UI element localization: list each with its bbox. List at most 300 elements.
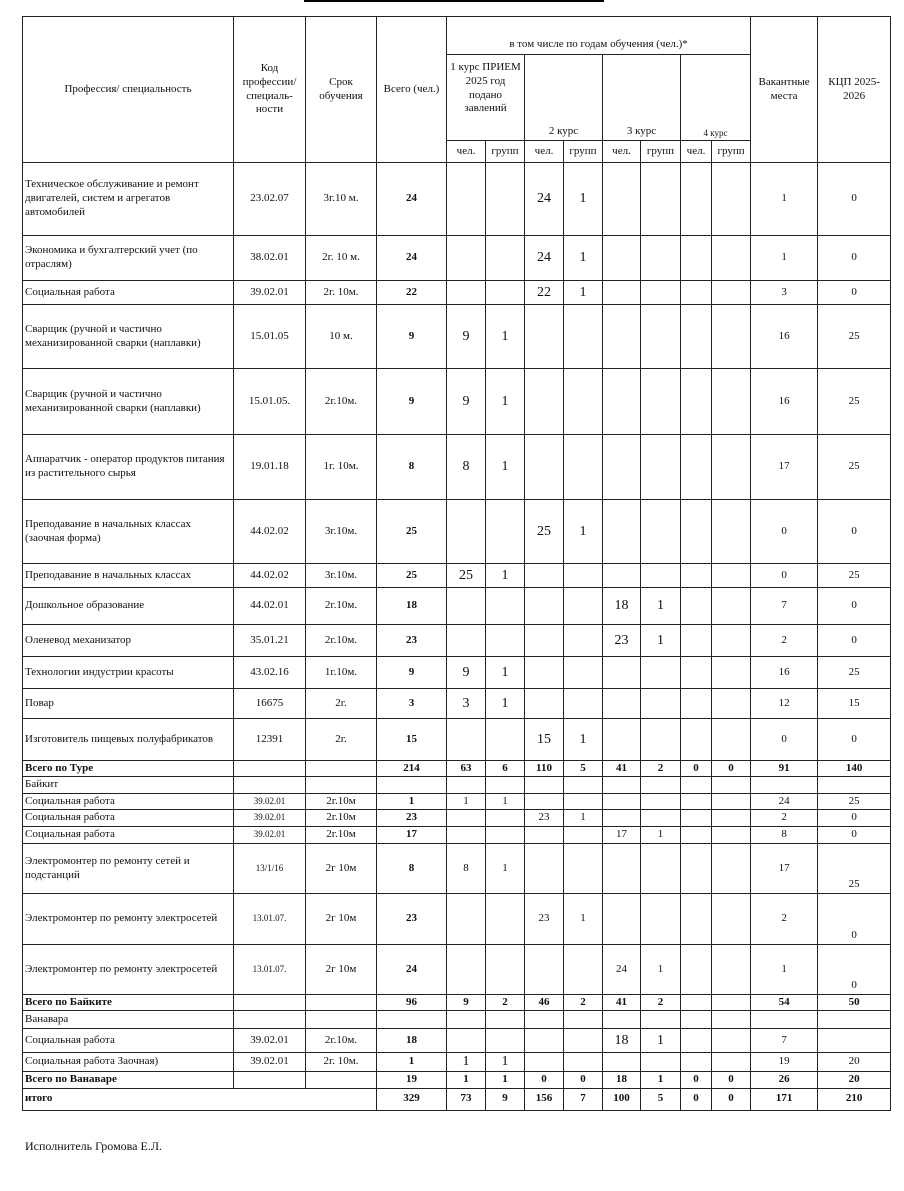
- course-cell-c3g: [641, 500, 681, 564]
- course-cell-c1p: [447, 945, 486, 995]
- total-cell: 19: [377, 1071, 447, 1088]
- course-cell-c4g: [712, 564, 751, 588]
- course-cell-c4g: [712, 588, 751, 625]
- course-cell-c4p: [681, 810, 712, 827]
- course-cell-c1p: [447, 163, 486, 236]
- course-cell-c2g: 1: [564, 163, 603, 236]
- enrollment-table: [22, 16, 891, 1111]
- total-cell: 25: [377, 564, 447, 588]
- profession-name: Повар: [23, 689, 234, 719]
- course-cell-c1g: 2: [486, 995, 525, 1011]
- course-cell-c1g: [486, 500, 525, 564]
- course-cell-c3p: 100: [603, 1088, 641, 1110]
- header-term: Срок обучения: [306, 17, 377, 163]
- course-cell-c2g: [564, 305, 603, 369]
- course-cell-c3p: [603, 236, 641, 281]
- course-cell-c4g: 0: [712, 1088, 751, 1110]
- course-cell-c2g: 1: [564, 281, 603, 305]
- vacant-cell: 1: [751, 163, 818, 236]
- empty-cell: [818, 1011, 891, 1029]
- term-cell: [306, 1071, 377, 1088]
- course-cell-c1g: [486, 588, 525, 625]
- empty-cell: [681, 777, 712, 794]
- vacant-cell: 19: [751, 1053, 818, 1072]
- course-cell-c4g: [712, 1053, 751, 1072]
- vacant-cell: 7: [751, 588, 818, 625]
- profession-name: Преподавание в начальных классах: [23, 564, 234, 588]
- course-cell-c4p: [681, 236, 712, 281]
- kcp-cell: 140: [818, 761, 891, 777]
- kcp-cell: 50: [818, 995, 891, 1011]
- kcp-cell: 20: [818, 1053, 891, 1072]
- course-cell-c3g: [641, 305, 681, 369]
- course-cell-c1g: [486, 894, 525, 945]
- vacant-cell: 91: [751, 761, 818, 777]
- course-cell-c2p: [525, 794, 564, 810]
- course-cell-c1g: 1: [486, 1053, 525, 1072]
- course-cell-c4g: [712, 625, 751, 657]
- kcp-cell: 0: [818, 719, 891, 761]
- empty-cell: [486, 777, 525, 794]
- profession-code: 43.02.16: [234, 657, 306, 689]
- header-profession: Профессия/ специальность: [23, 17, 234, 163]
- study-term: 2г.10м.: [306, 1029, 377, 1053]
- course-cell-c1g: [486, 719, 525, 761]
- course-cell-c3g: [641, 369, 681, 435]
- course-cell-c4g: [712, 163, 751, 236]
- course-cell-c1p: [447, 810, 486, 827]
- empty-cell: [234, 1011, 306, 1029]
- empty-cell: [564, 777, 603, 794]
- course-cell-c2g: 1: [564, 894, 603, 945]
- table-row: [23, 500, 891, 564]
- vacant-cell: 171: [751, 1088, 818, 1110]
- vacant-cell: 17: [751, 435, 818, 500]
- course-cell-c4p: [681, 719, 712, 761]
- course-cell-c4g: [712, 995, 751, 1011]
- total-cell: 9: [377, 657, 447, 689]
- kcp-cell: 25: [818, 564, 891, 588]
- vacant-cell: 1: [751, 945, 818, 995]
- profession-name: Электромонтер по ремонту электросетей: [23, 894, 234, 945]
- course-cell-c4p: [681, 305, 712, 369]
- course-cell-c2g: 7: [564, 1088, 603, 1110]
- table-row: [23, 1053, 891, 1072]
- empty-cell: [377, 1011, 447, 1029]
- course-cell-c3g: [641, 1053, 681, 1072]
- kcp-cell: 0: [818, 945, 891, 995]
- table-row: [23, 588, 891, 625]
- course-cell-c3p: [603, 1053, 641, 1072]
- course-cell-c3g: [641, 719, 681, 761]
- course-cell-c2p: 24: [525, 163, 564, 236]
- course-cell-c4p: [681, 435, 712, 500]
- table-row: [23, 657, 891, 689]
- course-cell-c4g: [712, 369, 751, 435]
- empty-cell: [818, 777, 891, 794]
- course-cell-c1g: 1: [486, 305, 525, 369]
- course-cell-c2p: [525, 1029, 564, 1053]
- course-cell-c2g: [564, 564, 603, 588]
- course-cell-c4g: [712, 945, 751, 995]
- empty-cell: [486, 1011, 525, 1029]
- table-row: [23, 625, 891, 657]
- course-cell-c4p: [681, 500, 712, 564]
- course-cell-c2p: [525, 657, 564, 689]
- course-cell-c3p: [603, 844, 641, 894]
- profession-code: 12391: [234, 719, 306, 761]
- course-cell-c1g: 6: [486, 761, 525, 777]
- study-term: 2г. 10 м.: [306, 236, 377, 281]
- profession-name: Аппаратчик - оператор продуктов питания из растительного сырья: [23, 435, 234, 500]
- table-row: [23, 689, 891, 719]
- total-cell: 1: [377, 1053, 447, 1072]
- course-cell-c4g: [712, 689, 751, 719]
- course-cell-c1p: [447, 281, 486, 305]
- course-cell-c3p: [603, 305, 641, 369]
- course-cell-c1g: 1: [486, 794, 525, 810]
- profession-code: 35.01.21: [234, 625, 306, 657]
- empty-cell: [447, 777, 486, 794]
- table-row: [23, 794, 891, 810]
- kcp-cell: 0: [818, 500, 891, 564]
- course-cell-c3g: 2: [641, 761, 681, 777]
- course-cell-c3g: [641, 236, 681, 281]
- course-cell-c1p: 9: [447, 995, 486, 1011]
- vacant-cell: 2: [751, 894, 818, 945]
- course-cell-c3g: 5: [641, 1088, 681, 1110]
- header-total: Всего (чел.): [377, 17, 447, 163]
- course-cell-c1p: [447, 1029, 486, 1053]
- profession-code: 39.02.01: [234, 810, 306, 827]
- study-term: 2г 10м: [306, 844, 377, 894]
- total-cell: 96: [377, 995, 447, 1011]
- course-cell-c1g: 1: [486, 564, 525, 588]
- profession-name: Преподавание в начальных классах (заочная форма): [23, 500, 234, 564]
- course-cell-c4p: 0: [681, 761, 712, 777]
- header-c1-people: чел.: [447, 141, 486, 163]
- course-cell-c2g: [564, 794, 603, 810]
- total-cell: 23: [377, 625, 447, 657]
- kcp-cell: 25: [818, 305, 891, 369]
- study-term: 2г.10м: [306, 794, 377, 810]
- total-row: [23, 995, 891, 1011]
- course-cell-c1p: [447, 588, 486, 625]
- course-cell-c3p: [603, 657, 641, 689]
- course-cell-c3p: [603, 163, 641, 236]
- total-label: Всего по Туре: [23, 761, 234, 777]
- vacant-cell: 3: [751, 281, 818, 305]
- code-cell: [234, 1071, 306, 1088]
- vacant-cell: 7: [751, 1029, 818, 1053]
- vacant-cell: 16: [751, 657, 818, 689]
- course-cell-c1g: 1: [486, 1071, 525, 1088]
- total-row: [23, 1071, 891, 1088]
- vacant-cell: 1: [751, 236, 818, 281]
- course-cell-c3g: [641, 435, 681, 500]
- course-cell-c3p: 24: [603, 945, 641, 995]
- course-cell-c3p: [603, 435, 641, 500]
- profession-code: 44.02.02: [234, 500, 306, 564]
- study-term: 2г. 10м.: [306, 281, 377, 305]
- table-row: [23, 369, 891, 435]
- course-cell-c2g: [564, 1053, 603, 1072]
- course-cell-c1g: [486, 827, 525, 844]
- profession-name: Сварщик (ручной и частично механизированной сварки (наплавки): [23, 305, 234, 369]
- table-row: [23, 435, 891, 500]
- vacant-cell: 0: [751, 719, 818, 761]
- course-cell-c1g: 1: [486, 435, 525, 500]
- kcp-cell: 25: [818, 794, 891, 810]
- table-row: [23, 894, 891, 945]
- header-course-4: 4 курс: [681, 55, 751, 141]
- code-cell: [234, 761, 306, 777]
- course-cell-c1p: 9: [447, 369, 486, 435]
- course-cell-c2p: [525, 305, 564, 369]
- course-cell-c2g: [564, 369, 603, 435]
- total-row: [23, 1088, 891, 1110]
- course-cell-c3p: [603, 564, 641, 588]
- course-cell-c4p: [681, 657, 712, 689]
- course-cell-c3p: [603, 500, 641, 564]
- course-cell-c3p: 18: [603, 1029, 641, 1053]
- table-row: [23, 564, 891, 588]
- profession-code: 39.02.01: [234, 1053, 306, 1072]
- table-row: [23, 844, 891, 894]
- table-body: [23, 163, 891, 1111]
- term-cell: [306, 995, 377, 1011]
- header-vacant: Вакантные места: [751, 17, 818, 163]
- course-cell-c2g: [564, 1029, 603, 1053]
- kcp-cell: 210: [818, 1088, 891, 1110]
- course-cell-c4g: [712, 719, 751, 761]
- course-cell-c1p: [447, 625, 486, 657]
- total-cell: 24: [377, 945, 447, 995]
- course-cell-c3g: 1: [641, 1071, 681, 1088]
- kcp-cell: 25: [818, 435, 891, 500]
- vacant-cell: 2: [751, 625, 818, 657]
- course-cell-c2p: 23: [525, 894, 564, 945]
- vacant-cell: 12: [751, 689, 818, 719]
- study-term: 1г.10м.: [306, 657, 377, 689]
- course-cell-c2g: 1: [564, 810, 603, 827]
- total-label: Всего по Ванаваре: [23, 1071, 234, 1088]
- course-cell-c2g: 1: [564, 236, 603, 281]
- kcp-cell: 0: [818, 625, 891, 657]
- course-cell-c3p: [603, 810, 641, 827]
- course-cell-c4p: [681, 689, 712, 719]
- section-row: [23, 1011, 891, 1029]
- course-cell-c1p: [447, 719, 486, 761]
- kcp-cell: 25: [818, 844, 891, 894]
- section-row: [23, 777, 891, 794]
- course-cell-c1p: [447, 894, 486, 945]
- course-cell-c4g: [712, 435, 751, 500]
- table-row: [23, 945, 891, 995]
- course-cell-c1p: 73: [447, 1088, 486, 1110]
- course-cell-c4p: [681, 369, 712, 435]
- empty-cell: [525, 777, 564, 794]
- course-cell-c2g: 5: [564, 761, 603, 777]
- empty-cell: [681, 1011, 712, 1029]
- total-cell: 18: [377, 588, 447, 625]
- course-cell-c3g: 1: [641, 827, 681, 844]
- course-cell-c1g: 9: [486, 1088, 525, 1110]
- empty-cell: [603, 1011, 641, 1029]
- course-cell-c3g: 1: [641, 588, 681, 625]
- course-cell-c3p: [603, 281, 641, 305]
- study-term: 2г.10м: [306, 827, 377, 844]
- profession-name: Социальная работа: [23, 1029, 234, 1053]
- term-cell: [306, 761, 377, 777]
- course-cell-c1p: 3: [447, 689, 486, 719]
- table-row: [23, 281, 891, 305]
- vacant-cell: 0: [751, 500, 818, 564]
- profession-name: Сварщик (ручной и частично механизированной сварки (наплавки): [23, 369, 234, 435]
- course-cell-c4g: [712, 1029, 751, 1053]
- total-cell: 17: [377, 827, 447, 844]
- profession-name: Экономика и бухгалтерский учет (по отраслям): [23, 236, 234, 281]
- course-cell-c4g: [712, 810, 751, 827]
- course-cell-c4g: [712, 281, 751, 305]
- kcp-cell: 0: [818, 894, 891, 945]
- profession-name: Социальная работа: [23, 827, 234, 844]
- total-label: итого: [23, 1088, 377, 1110]
- course-cell-c2p: 25: [525, 500, 564, 564]
- course-cell-c4p: [681, 894, 712, 945]
- profession-name: Дошкольное образование: [23, 588, 234, 625]
- course-cell-c2p: 23: [525, 810, 564, 827]
- course-cell-c2p: 0: [525, 1071, 564, 1088]
- course-cell-c4g: [712, 827, 751, 844]
- header-c1-groups: групп: [486, 141, 525, 163]
- total-cell: 8: [377, 844, 447, 894]
- course-cell-c2p: 22: [525, 281, 564, 305]
- kcp-cell: 0: [818, 236, 891, 281]
- profession-code: 44.02.02: [234, 564, 306, 588]
- total-cell: 214: [377, 761, 447, 777]
- study-term: 3г.10м.: [306, 500, 377, 564]
- course-cell-c4g: [712, 305, 751, 369]
- study-term: 2г. 10м.: [306, 1053, 377, 1072]
- course-cell-c4p: [681, 588, 712, 625]
- profession-code: 39.02.01: [234, 1029, 306, 1053]
- course-cell-c3p: [603, 689, 641, 719]
- empty-cell: [603, 777, 641, 794]
- course-cell-c3g: [641, 894, 681, 945]
- course-cell-c4p: [681, 564, 712, 588]
- section-label: Байкит: [23, 777, 234, 794]
- course-cell-c1g: [486, 810, 525, 827]
- course-cell-c4p: [681, 844, 712, 894]
- course-cell-c2g: [564, 435, 603, 500]
- profession-code: 38.02.01: [234, 236, 306, 281]
- course-cell-c1p: 1: [447, 1053, 486, 1072]
- profession-name: Технологии индустрии красоты: [23, 657, 234, 689]
- vacant-cell: 16: [751, 369, 818, 435]
- header-course-3: 3 курс: [603, 55, 681, 141]
- course-cell-c3g: [641, 794, 681, 810]
- table-row: [23, 810, 891, 827]
- course-cell-c1g: 1: [486, 657, 525, 689]
- profession-name: Электромонтер по ремонту сетей и подстанций: [23, 844, 234, 894]
- total-cell: 22: [377, 281, 447, 305]
- course-cell-c4p: [681, 1053, 712, 1072]
- empty-cell: [641, 1011, 681, 1029]
- course-cell-c1p: [447, 500, 486, 564]
- course-cell-c3p: [603, 894, 641, 945]
- course-cell-c1g: 1: [486, 369, 525, 435]
- header-code: Код профессии/ специаль- ности: [234, 17, 306, 163]
- course-cell-c3g: 1: [641, 945, 681, 995]
- total-cell: 8: [377, 435, 447, 500]
- profession-code: 23.02.07: [234, 163, 306, 236]
- empty-cell: [525, 1011, 564, 1029]
- course-cell-c3g: 1: [641, 625, 681, 657]
- header-c3-groups: групп: [641, 141, 681, 163]
- course-cell-c4g: [712, 657, 751, 689]
- kcp-cell: 25: [818, 657, 891, 689]
- course-cell-c3p: 17: [603, 827, 641, 844]
- table-row: [23, 163, 891, 236]
- footer-executor: Исполнитель Громова Е.Л.: [25, 1139, 162, 1153]
- profession-name: Социальная работа: [23, 794, 234, 810]
- empty-cell: [751, 1011, 818, 1029]
- top-rule: [304, 0, 604, 2]
- profession-name: Оленевод механизатор: [23, 625, 234, 657]
- course-cell-c2g: 1: [564, 719, 603, 761]
- study-term: 1г. 10м.: [306, 435, 377, 500]
- course-cell-c4p: 0: [681, 1071, 712, 1088]
- profession-code: 13/1/16: [234, 844, 306, 894]
- course-cell-c2p: [525, 945, 564, 995]
- kcp-cell: 0: [818, 281, 891, 305]
- table-row: [23, 719, 891, 761]
- vacant-cell: 54: [751, 995, 818, 1011]
- kcp-cell: 0: [818, 163, 891, 236]
- profession-code: 39.02.01: [234, 794, 306, 810]
- course-cell-c3p: [603, 719, 641, 761]
- course-cell-c1p: 8: [447, 844, 486, 894]
- course-cell-c1g: 1: [486, 844, 525, 894]
- course-cell-c2g: [564, 827, 603, 844]
- course-cell-c1g: [486, 281, 525, 305]
- vacant-cell: 2: [751, 810, 818, 827]
- total-cell: 24: [377, 163, 447, 236]
- profession-name: Техническое обслуживание и ремонт двигателей, систем и агрегатов автомобилей: [23, 163, 234, 236]
- table-row: [23, 305, 891, 369]
- course-cell-c2g: [564, 844, 603, 894]
- course-cell-c4g: [712, 500, 751, 564]
- course-cell-c3p: [603, 794, 641, 810]
- course-cell-c2p: [525, 588, 564, 625]
- course-cell-c3g: [641, 844, 681, 894]
- course-cell-c3g: [641, 281, 681, 305]
- course-cell-c4g: 0: [712, 1071, 751, 1088]
- course-cell-c1g: [486, 625, 525, 657]
- course-cell-c1p: 1: [447, 1071, 486, 1088]
- profession-name: Социальная работа: [23, 281, 234, 305]
- header-by-year: в том числе по годам обучения (чел.)*: [447, 17, 751, 55]
- kcp-cell: 0: [818, 810, 891, 827]
- course-cell-c2p: 15: [525, 719, 564, 761]
- empty-cell: [306, 777, 377, 794]
- vacant-cell: 24: [751, 794, 818, 810]
- course-cell-c2p: [525, 564, 564, 588]
- course-cell-c2g: 2: [564, 995, 603, 1011]
- course-cell-c4p: [681, 625, 712, 657]
- profession-name: Социальная работа: [23, 810, 234, 827]
